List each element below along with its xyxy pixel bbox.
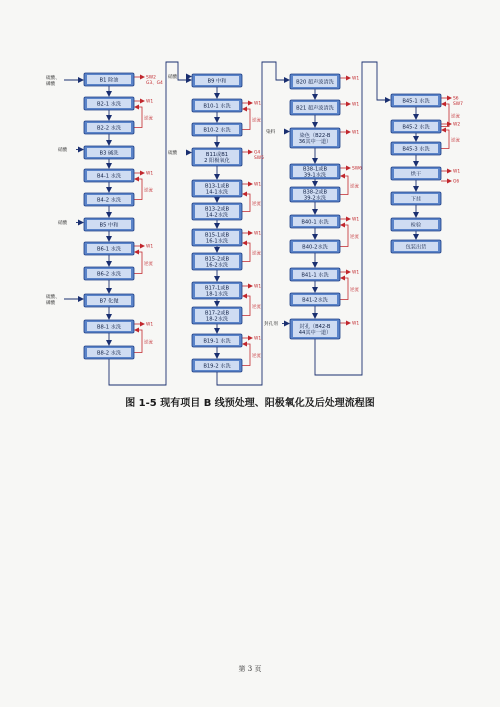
process-step-label: B21 超声波清洗 bbox=[296, 105, 334, 112]
process-step-label: B17-2或B 18-2水洗 bbox=[204, 310, 230, 323]
process-step-label: 染色（B22-B 36其中一道） bbox=[298, 133, 332, 145]
counterflow-label: 逆流 bbox=[252, 304, 261, 310]
process-step-label: 烘干 bbox=[410, 171, 422, 178]
process-step-box bbox=[192, 282, 242, 299]
process-step-label: B6-2 水洗 bbox=[96, 271, 122, 278]
process-step-label: B13-2或B 14-2水洗 bbox=[204, 206, 230, 219]
process-step-box bbox=[192, 180, 242, 197]
process-step-box bbox=[290, 128, 340, 148]
counterflow-label: 逆流 bbox=[252, 118, 261, 124]
process-step-box bbox=[192, 203, 242, 220]
process-step-label: 下挂 bbox=[410, 196, 422, 203]
process-step-label: B4-1 水洗 bbox=[96, 173, 122, 180]
process-step-box bbox=[84, 267, 134, 280]
process-step-label: B15-2或B 16-2水洗 bbox=[204, 256, 230, 269]
process-step-box bbox=[192, 359, 242, 372]
process-step-label: B9 中和 bbox=[207, 78, 227, 85]
process-step-label: B2-2 水洗 bbox=[96, 125, 122, 132]
counterflow-label: 逆流 bbox=[144, 116, 153, 122]
process-step-box bbox=[84, 146, 134, 159]
input-label: 染料 bbox=[266, 130, 276, 135]
counterflow-loop bbox=[441, 130, 449, 149]
process-step-box bbox=[84, 242, 134, 255]
counterflow-loop bbox=[340, 225, 348, 247]
process-step-box bbox=[391, 192, 441, 205]
counterflow-loop bbox=[134, 107, 142, 128]
process-step-label: B8-1 水洗 bbox=[96, 324, 122, 331]
input-label: 硫酸 bbox=[168, 151, 178, 156]
counterflow-label: 逆流 bbox=[252, 251, 261, 257]
output-label: W1 bbox=[146, 99, 154, 105]
output-label: SW6 bbox=[352, 166, 362, 172]
process-step-label: B19-1 水洗 bbox=[203, 338, 231, 345]
counterflow-label: 逆流 bbox=[144, 261, 153, 267]
counterflow-loop bbox=[242, 109, 250, 130]
counterflow-label: 逆流 bbox=[144, 340, 153, 346]
process-step-label: B20 超声波清洗 bbox=[296, 79, 334, 86]
process-step-label: B45-3 水洗 bbox=[402, 146, 430, 153]
process-step-label: B19-2 水洗 bbox=[203, 363, 231, 370]
process-step-label: B2-1 水洗 bbox=[96, 101, 122, 108]
output-label: S6 SW7 bbox=[453, 96, 463, 107]
counterflow-loop bbox=[134, 179, 142, 200]
process-step-box bbox=[391, 218, 441, 231]
counterflow-loop bbox=[242, 243, 250, 262]
counterflow-loop bbox=[134, 330, 142, 353]
process-step-label: B4-2 水洗 bbox=[96, 197, 122, 204]
input-label: 硫酸、磷酸 bbox=[46, 295, 60, 306]
counterflow-label: 逆流 bbox=[350, 287, 359, 293]
process-step-box bbox=[192, 334, 242, 347]
process-step-label: B10-2 水洗 bbox=[203, 127, 231, 134]
process-step-label: 检验 bbox=[410, 222, 422, 229]
process-step-label: B40-1 水洗 bbox=[301, 219, 329, 226]
process-step-box bbox=[192, 123, 242, 136]
process-step-box bbox=[192, 99, 242, 112]
process-step-box bbox=[391, 240, 441, 253]
process-step-label: B45-1 水洗 bbox=[402, 98, 430, 105]
counterflow-loop bbox=[340, 176, 348, 195]
counterflow-label: 逆流 bbox=[252, 201, 261, 207]
process-step-label: B10-1 水洗 bbox=[203, 103, 231, 110]
process-step-box bbox=[192, 229, 242, 246]
process-step-box bbox=[192, 307, 242, 324]
process-step-label: B5 中和 bbox=[99, 222, 119, 229]
output-label: W1 bbox=[146, 244, 154, 250]
output-label: W1 bbox=[352, 130, 360, 136]
counterflow-loop bbox=[242, 194, 250, 212]
counterflow-loop bbox=[441, 104, 449, 127]
output-label: W1 bbox=[453, 169, 461, 175]
process-step-box bbox=[391, 142, 441, 155]
counterflow-label: 逆流 bbox=[451, 138, 460, 144]
process-step-label: B17-1或B 18-1水洗 bbox=[204, 285, 230, 298]
output-label: W1 bbox=[352, 270, 360, 276]
output-label: W2 bbox=[453, 122, 461, 128]
output-label: W1 bbox=[254, 336, 262, 342]
input-label: 硫酸、磷酸 bbox=[46, 76, 60, 87]
process-step-box bbox=[192, 148, 242, 166]
process-step-box bbox=[84, 320, 134, 333]
process-step-box bbox=[192, 253, 242, 270]
process-step-label: B1 除油 bbox=[99, 77, 119, 84]
process-step-label: B7 化抛 bbox=[99, 298, 119, 305]
process-step-label: 封孔（B42-B 44其中一道） bbox=[298, 324, 332, 336]
process-step-label: B13-1或B 14-1水洗 bbox=[204, 183, 230, 196]
output-label: G4 SW5 bbox=[254, 150, 264, 161]
process-step-box bbox=[84, 346, 134, 359]
input-label: 硝酸 bbox=[58, 148, 68, 153]
process-step-label: B6-1 水洗 bbox=[96, 246, 122, 253]
figure-caption: 图 1-5 现有项目 B 线预处理、阳极氧化及后处理流程图 bbox=[125, 398, 375, 409]
counterflow-label: 逆流 bbox=[350, 234, 359, 240]
counterflow-label: 逆流 bbox=[252, 353, 261, 359]
process-step-label: B8-2 水洗 bbox=[96, 350, 122, 357]
counterflow-label: 逆流 bbox=[144, 188, 153, 194]
process-step-box bbox=[84, 193, 134, 206]
output-label: W1 bbox=[352, 102, 360, 108]
process-step-box bbox=[290, 215, 340, 228]
process-step-label: B3 碱洗 bbox=[99, 150, 119, 157]
process-step-box bbox=[290, 268, 340, 281]
counterflow-loop bbox=[242, 344, 250, 366]
process-step-box bbox=[391, 167, 441, 180]
process-step-box bbox=[290, 240, 340, 253]
page-number: 第 3 页 bbox=[238, 665, 262, 673]
output-label: W1 bbox=[254, 101, 262, 107]
output-label: W1 bbox=[146, 171, 154, 177]
process-step-box bbox=[192, 74, 242, 87]
counterflow-loop bbox=[242, 296, 250, 316]
process-step-label: B15-1或B 16-1水洗 bbox=[204, 232, 230, 245]
process-step-box bbox=[84, 294, 134, 307]
process-step-box bbox=[84, 218, 134, 231]
counterflow-loop bbox=[340, 278, 348, 300]
process-step-box bbox=[391, 120, 441, 133]
process-step-box bbox=[290, 164, 340, 179]
output-label: W1 bbox=[146, 322, 154, 328]
output-label: W1 bbox=[254, 284, 262, 290]
process-step-box bbox=[290, 74, 340, 89]
input-label: 硝酸 bbox=[58, 221, 68, 226]
process-step-box bbox=[84, 73, 134, 86]
process-step-label: B38-1或B 39-1水洗 bbox=[302, 166, 328, 179]
process-step-label: B41-2水洗 bbox=[302, 297, 328, 304]
process-step-box bbox=[84, 169, 134, 182]
input-label: 硝酸 bbox=[168, 75, 178, 80]
process-step-label: B38-2或B 39-2水洗 bbox=[302, 189, 328, 202]
output-label: W1 bbox=[352, 76, 360, 82]
process-step-label: B40-2水洗 bbox=[302, 244, 328, 251]
process-step-label: 包装出货 bbox=[405, 244, 427, 251]
process-step-box bbox=[84, 121, 134, 134]
process-step-box bbox=[290, 187, 340, 202]
counterflow-label: 逆流 bbox=[350, 184, 359, 190]
input-label: 封孔剂 bbox=[264, 322, 278, 327]
output-label: W1 bbox=[352, 217, 360, 223]
output-label: W1 bbox=[254, 231, 262, 237]
counterflow-label: 逆流 bbox=[451, 114, 460, 120]
process-step-label: B41-1 水洗 bbox=[301, 272, 329, 279]
output-label: W1 bbox=[352, 321, 360, 327]
process-step-box bbox=[290, 100, 340, 115]
process-step-label: B45-2 水洗 bbox=[402, 124, 430, 131]
process-step-box bbox=[290, 319, 340, 339]
process-step-box bbox=[84, 97, 134, 110]
process-step-label: B11或B1 2 阳极氧化 bbox=[204, 152, 230, 164]
output-label: SW2 G3、G4 bbox=[146, 75, 163, 86]
counterflow-loop bbox=[134, 252, 142, 274]
output-label: G6 bbox=[453, 179, 460, 185]
process-step-box bbox=[391, 94, 441, 107]
process-step-box bbox=[290, 293, 340, 306]
output-label: W1 bbox=[254, 182, 262, 188]
